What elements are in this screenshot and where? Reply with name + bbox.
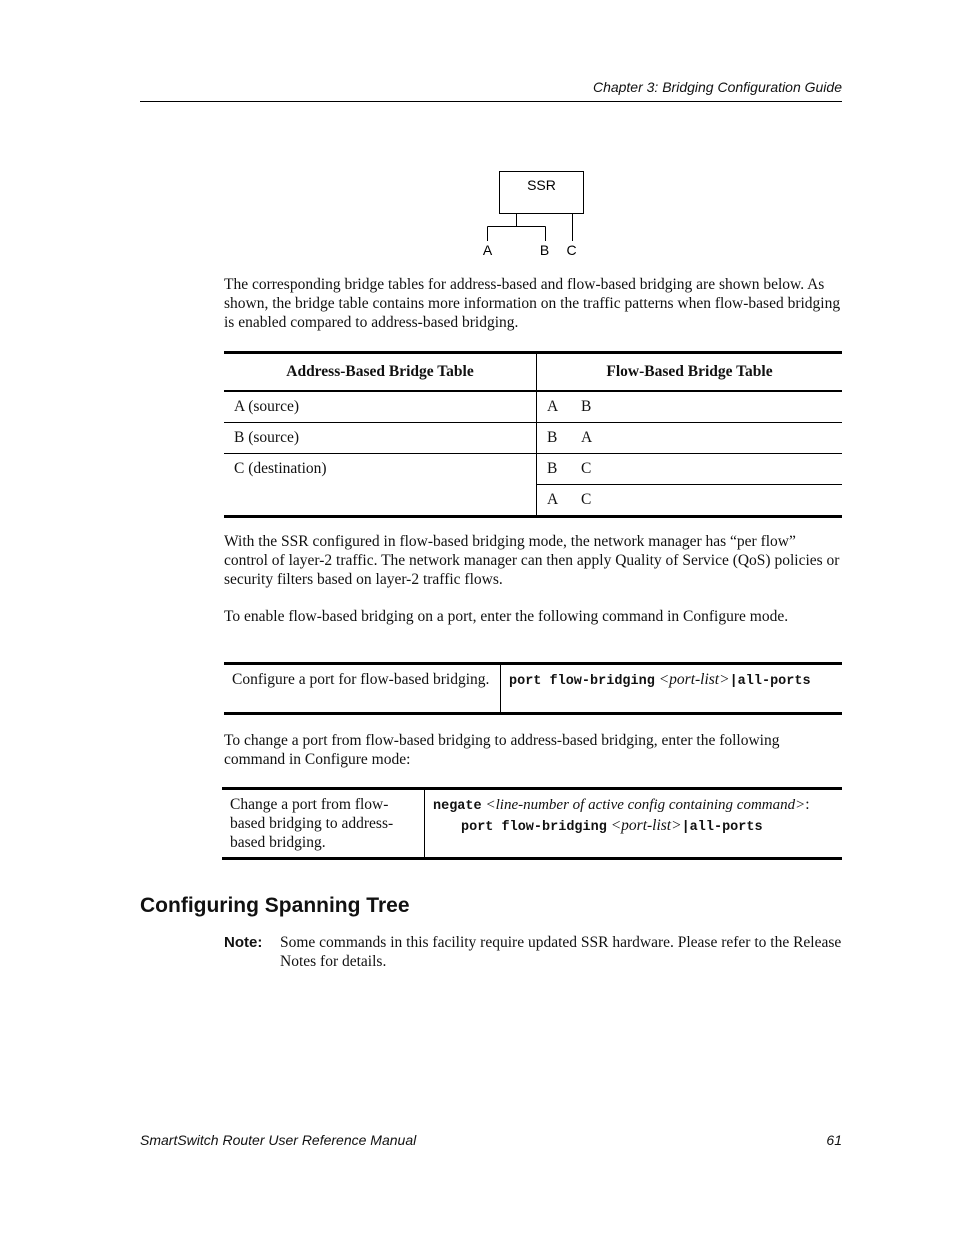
flow-row: A B bbox=[537, 391, 843, 423]
ssr-topology-diagram bbox=[470, 165, 600, 265]
address-row: B (source) bbox=[224, 423, 537, 454]
footer-manual-title: SmartSwitch Router User Reference Manual bbox=[140, 1132, 417, 1148]
enable-paragraph: To enable flow-based bridging on a port, enter the following command in Configure mode. bbox=[224, 608, 789, 625]
address-row: C (destination) bbox=[224, 454, 537, 485]
node-c-label: C bbox=[566, 242, 577, 258]
flow-row: B C bbox=[537, 454, 843, 485]
bridge-table bbox=[224, 351, 842, 518]
note-text: Some commands in this facility require updated SSR hardware. Please refer to the Release Notes for details. bbox=[280, 934, 842, 970]
intro-paragraph: The corresponding bridge tables for address-based and flow-based bridging are shown below. As shown, the bridge table contains more information on the traffic patterns when flow-based bridging is enabled compared to address-based bridging. bbox=[224, 276, 841, 331]
flow-row: B A bbox=[537, 423, 843, 454]
node-a-label: A bbox=[482, 242, 493, 258]
address-row: A (source) bbox=[224, 391, 537, 423]
header-rule bbox=[140, 101, 842, 102]
ssr-label: SSR bbox=[527, 177, 556, 193]
change-paragraph: To change a port from flow-based bridging to address-based bridging, enter the following command in Configure mode: bbox=[224, 732, 780, 768]
flow-row: A C bbox=[547, 491, 592, 508]
enable-command-table bbox=[224, 662, 842, 715]
section-heading: Configuring Spanning Tree bbox=[140, 894, 410, 917]
enable-command-syntax: port flow-bridging <port-list>|all-ports bbox=[509, 671, 811, 689]
flow-table-header: Flow-Based Bridge Table bbox=[537, 353, 843, 392]
address-table-header: Address-Based Bridge Table bbox=[224, 353, 537, 392]
note-label: Note: bbox=[224, 934, 263, 951]
change-command-description: Change a port from flow-based bridging to address-based bridging. bbox=[222, 789, 425, 859]
node-b-label: B bbox=[539, 242, 550, 258]
change-command-syntax: negate <line-number of active config containing command>: port flow-bridging <port-list>|all-ports bbox=[433, 796, 810, 835]
address-row-empty bbox=[224, 485, 537, 517]
running-header: Chapter 3: Bridging Configuration Guide bbox=[592, 79, 842, 95]
change-command-table bbox=[222, 787, 842, 860]
footer-page-number: 61 bbox=[826, 1132, 842, 1148]
flow-paragraph: With the SSR configured in flow-based bridging mode, the network manager has “per flow” control of layer-2 traffic. The network manager can then apply Quality of Service (QoS) policies or security filters based on layer-2 traffic flows. bbox=[224, 533, 840, 588]
enable-command-description: Configure a port for flow-based bridging. bbox=[224, 664, 501, 714]
